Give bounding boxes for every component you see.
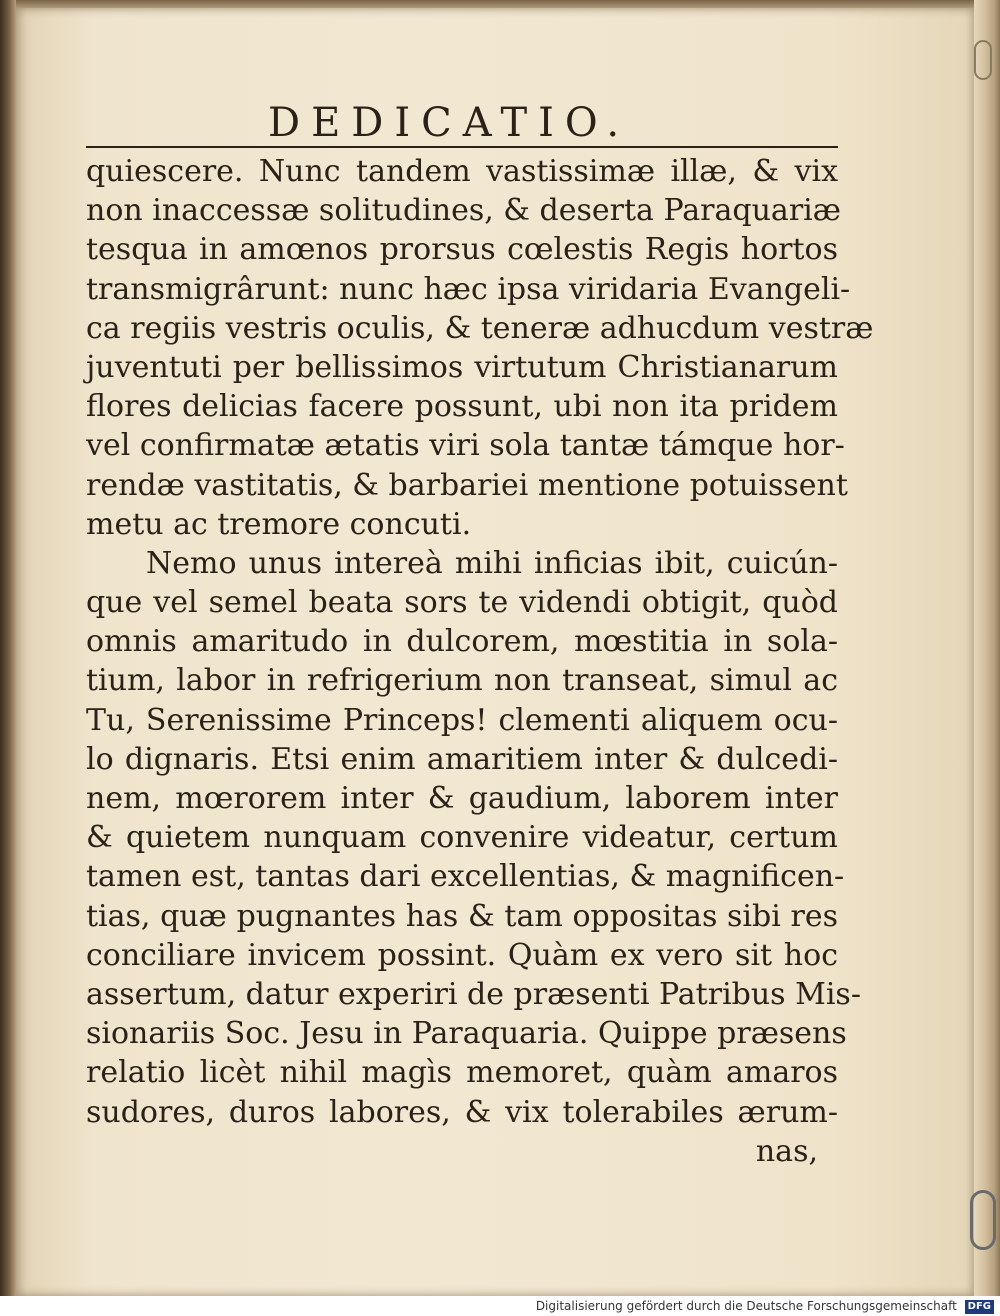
paragraph-1: [86, 152, 874, 544]
text-line: rendæ vastitatis, & barbariei mentione potuissent: [86, 467, 848, 503]
text-line: ca regiis vestris oculis, & teneræ adhucdum vestræ: [86, 310, 874, 346]
funding-credit: Digitalisierung gefördert durch die Deutsche Forschungsgemeinschaft: [535, 1299, 957, 1313]
text-line: & quietem nunquam convenire videatur, certum: [86, 820, 838, 856]
text-line: que vel semel beata sors te videndi obtigit, quòd: [86, 585, 838, 621]
book-clip-icon: [970, 1190, 996, 1250]
text-line: Nemo unus intereà mihi inficias ibit, cuicún-: [146, 545, 838, 581]
text-line: assertum, datur experiri de præsenti Patribus Mis-: [86, 976, 861, 1012]
text-line: sionariis Soc. Jesu in Paraquaria. Quippe præsens: [86, 1016, 847, 1052]
text-line: flores delicias facere possunt, ubi non ita pridem: [86, 389, 838, 425]
running-head: DEDICATIO.: [268, 100, 631, 146]
text-line: transmigrârunt: nunc hæc ipsa viridaria Evangeli-: [86, 271, 851, 307]
text-line: sudores, duros labores, & vix tolerabiles ærum-: [86, 1094, 838, 1130]
text-line: vel confirmatæ ætatis viri sola tantæ támque hor-: [86, 428, 845, 464]
text-line: quiescere. Nunc tandem vastissimæ illæ, & vix: [86, 154, 838, 189]
text-line: nem, mœrorem inter & gaudium, laborem inter: [86, 781, 838, 816]
text-line: tium, labor in refrigerium non transeat, simul ac: [86, 663, 838, 699]
header-rule: [86, 146, 838, 148]
book-clip-top-icon: [974, 40, 992, 80]
book-spine-edge: [0, 0, 16, 1296]
catchword: nas,: [755, 1133, 818, 1169]
digitization-footer: [0, 1296, 1000, 1316]
text-line: non inaccessæ solitudines, & deserta Paraquariæ: [86, 193, 841, 229]
page-text-block: [86, 152, 874, 1171]
text-line: omnis amaritudo in dulcorem, mœstitia in sola-: [86, 624, 838, 660]
text-line: tias, quæ pugnantes has & tam oppositas sibi res: [86, 898, 838, 934]
paragraph-2: [86, 544, 861, 1132]
text-line: relatio licèt nihil magìs memoret, quàm amaros: [86, 1055, 838, 1091]
text-line: Tu, Serenissime Princeps! clementi aliquem ocu-: [86, 702, 838, 738]
text-line: tesqua in amœnos prorsus cœlestis Regis hortos: [86, 232, 838, 268]
page-fore-edge: [974, 0, 1000, 1296]
text-line: conciliare invicem possint. Quàm ex vero sit hoc: [86, 937, 838, 973]
text-line: juventuti per bellissimos virtutum Christianarum: [86, 349, 838, 385]
text-line: metu ac tremore concuti.: [86, 506, 472, 542]
text-line: lo dignaris. Etsi enim amaritiem inter & dulcedi-: [86, 741, 838, 777]
text-line: tamen est, tantas dari excellentias, & magnificen-: [86, 859, 845, 895]
dfg-logo-icon: DFG: [965, 1300, 994, 1314]
